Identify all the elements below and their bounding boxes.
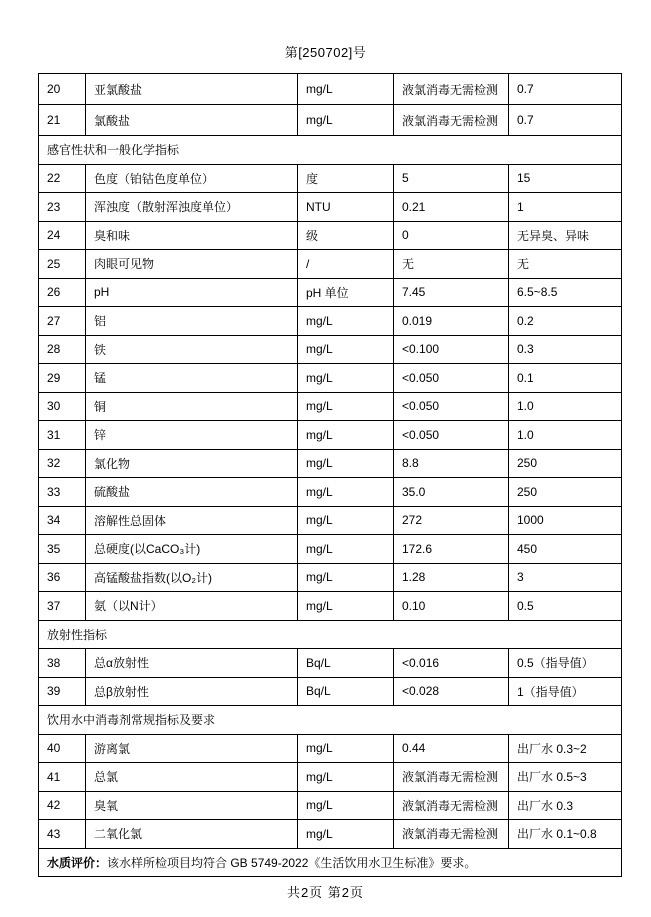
cell-name: 臭氧 — [86, 791, 298, 820]
cell-value: <0.050 — [394, 364, 509, 393]
cell-no: 41 — [39, 763, 86, 792]
cell-unit: mg/L — [298, 506, 394, 535]
document-number: 第[250702]号 — [284, 45, 367, 60]
cell-name: 亚氯酸盐 — [86, 74, 298, 105]
cell-unit: mg/L — [298, 820, 394, 849]
cell-unit: mg/L — [298, 563, 394, 592]
cell-limit: 1.0 — [509, 421, 622, 450]
table-row — [39, 74, 622, 105]
cell-value: <0.028 — [394, 677, 509, 706]
cell-no: 36 — [39, 563, 86, 592]
table-row — [39, 164, 622, 193]
cell-no: 40 — [39, 734, 86, 763]
cell-name: 总硬度(以CaCO₃计) — [86, 535, 298, 564]
cell-value: <0.016 — [394, 649, 509, 678]
cell-unit: mg/L — [298, 535, 394, 564]
cell-limit: 0.3 — [509, 335, 622, 364]
cell-name: 溶解性总固体 — [86, 506, 298, 535]
table-row — [39, 392, 622, 421]
table-row — [39, 592, 622, 621]
cell-value: 272 — [394, 506, 509, 535]
cell-no: 43 — [39, 820, 86, 849]
cell-no: 37 — [39, 592, 86, 621]
table-row — [39, 506, 622, 535]
cell-value: 35.0 — [394, 478, 509, 507]
evaluation-label: 水质评价： — [47, 855, 108, 870]
cell-name: 锌 — [86, 421, 298, 450]
table-row — [39, 791, 622, 820]
cell-limit: 0.5（指导值） — [509, 649, 622, 678]
cell-limit: 出厂水 0.1~0.8 — [509, 820, 622, 849]
cell-no: 21 — [39, 105, 86, 136]
table-row — [39, 478, 622, 507]
cell-limit: 0.1 — [509, 364, 622, 393]
cell-limit: 1（指导值） — [509, 677, 622, 706]
cell-name: 铁 — [86, 335, 298, 364]
cell-limit: 出厂水 0.5~3 — [509, 763, 622, 792]
cell-limit: 3 — [509, 563, 622, 592]
cell-value: 0.019 — [394, 307, 509, 336]
cell-limit: 6.5~8.5 — [509, 278, 622, 307]
cell-value: 1.28 — [394, 563, 509, 592]
cell-value: <0.100 — [394, 335, 509, 364]
cell-value: 无 — [394, 250, 509, 279]
cell-name: 氯酸盐 — [86, 105, 298, 136]
cell-unit: mg/L — [298, 449, 394, 478]
cell-name: 氨（以N计） — [86, 592, 298, 621]
cell-no: 22 — [39, 164, 86, 193]
cell-value: 0.21 — [394, 193, 509, 222]
cell-limit: 出厂水 0.3 — [509, 791, 622, 820]
cell-name: 高锰酸盐指数(以O₂计) — [86, 563, 298, 592]
cell-unit: mg/L — [298, 421, 394, 450]
cell-value: 液氯消毒无需检测 — [394, 763, 509, 792]
cell-unit: mg/L — [298, 734, 394, 763]
table-row — [39, 335, 622, 364]
cell-name: pH — [86, 278, 298, 307]
cell-no: 32 — [39, 449, 86, 478]
page-number-footer: 共2页 第2页 — [286, 885, 365, 900]
table-row — [39, 677, 622, 706]
cell-value: 7.45 — [394, 278, 509, 307]
section-label: 放射性指标 — [39, 620, 622, 649]
cell-name: 浑浊度（散射浑浊度单位） — [86, 193, 298, 222]
table-row — [39, 364, 622, 393]
section-row — [39, 136, 622, 165]
cell-name: 硫酸盐 — [86, 478, 298, 507]
table-row — [39, 307, 622, 336]
cell-unit: mg/L — [298, 763, 394, 792]
cell-name: 氯化物 — [86, 449, 298, 478]
section-label: 饮用水中消毒剂常规指标及要求 — [39, 706, 622, 735]
cell-value: 172.6 — [394, 535, 509, 564]
cell-name: 色度（铂钴色度单位） — [86, 164, 298, 193]
evaluation-text: 该水样所检项目均符合 GB 5749-2022《生活饮用水卫生标准》要求。 — [107, 855, 477, 870]
cell-no: 29 — [39, 364, 86, 393]
cell-unit: mg/L — [298, 791, 394, 820]
water-quality-evaluation — [39, 848, 622, 877]
cell-limit: 0.2 — [509, 307, 622, 336]
cell-no: 27 — [39, 307, 86, 336]
cell-limit: 0.5 — [509, 592, 622, 621]
table-row — [39, 649, 622, 678]
section-label: 感官性状和一般化学指标 — [39, 136, 622, 165]
table-row — [39, 250, 622, 279]
cell-value: 液氯消毒无需检测 — [394, 105, 509, 136]
cell-unit: Bq/L — [298, 677, 394, 706]
cell-value: 0.44 — [394, 734, 509, 763]
cell-unit: pH 单位 — [298, 278, 394, 307]
cell-no: 24 — [39, 221, 86, 250]
cell-value: 液氯消毒无需检测 — [394, 74, 509, 105]
table-row — [39, 563, 622, 592]
cell-unit: mg/L — [298, 478, 394, 507]
cell-name: 锰 — [86, 364, 298, 393]
cell-value: 8.8 — [394, 449, 509, 478]
cell-limit: 1 — [509, 193, 622, 222]
cell-no: 42 — [39, 791, 86, 820]
table-row — [39, 535, 622, 564]
cell-unit: mg/L — [298, 335, 394, 364]
cell-no: 35 — [39, 535, 86, 564]
cell-name: 总氯 — [86, 763, 298, 792]
cell-name: 游离氯 — [86, 734, 298, 763]
cell-unit: mg/L — [298, 307, 394, 336]
cell-no: 34 — [39, 506, 86, 535]
cell-unit: 度 — [298, 164, 394, 193]
table-row — [39, 221, 622, 250]
cell-unit: mg/L — [298, 364, 394, 393]
cell-limit: 0.7 — [509, 74, 622, 105]
table-row — [39, 734, 622, 763]
cell-unit: Bq/L — [298, 649, 394, 678]
cell-unit: mg/L — [298, 592, 394, 621]
cell-limit: 无异臭、异味 — [509, 221, 622, 250]
table-row — [39, 449, 622, 478]
table-row — [39, 278, 622, 307]
cell-limit: 0.7 — [509, 105, 622, 136]
table-row — [39, 820, 622, 849]
cell-value: 液氯消毒无需检测 — [394, 820, 509, 849]
cell-value: 5 — [394, 164, 509, 193]
cell-limit: 450 — [509, 535, 622, 564]
table-row — [39, 193, 622, 222]
cell-no: 38 — [39, 649, 86, 678]
cell-unit: / — [298, 250, 394, 279]
cell-limit: 无 — [509, 250, 622, 279]
cell-name: 总α放射性 — [86, 649, 298, 678]
cell-limit: 出厂水 0.3~2 — [509, 734, 622, 763]
cell-no: 39 — [39, 677, 86, 706]
table-row — [39, 105, 622, 136]
cell-no: 28 — [39, 335, 86, 364]
cell-limit: 1.0 — [509, 392, 622, 421]
cell-unit: mg/L — [298, 392, 394, 421]
section-row — [39, 620, 622, 649]
cell-name: 二氧化氯 — [86, 820, 298, 849]
note-row — [39, 848, 622, 877]
cell-no: 23 — [39, 193, 86, 222]
cell-value: 0.10 — [394, 592, 509, 621]
cell-value: <0.050 — [394, 421, 509, 450]
cell-limit: 250 — [509, 478, 622, 507]
cell-name: 肉眼可见物 — [86, 250, 298, 279]
cell-name: 臭和味 — [86, 221, 298, 250]
cell-unit: mg/L — [298, 74, 394, 105]
cell-no: 25 — [39, 250, 86, 279]
cell-no: 30 — [39, 392, 86, 421]
water-quality-table — [38, 73, 622, 877]
cell-unit: NTU — [298, 193, 394, 222]
cell-unit: 级 — [298, 221, 394, 250]
table-body — [39, 74, 622, 849]
cell-limit: 250 — [509, 449, 622, 478]
cell-value: <0.050 — [394, 392, 509, 421]
cell-no: 26 — [39, 278, 86, 307]
cell-limit: 1000 — [509, 506, 622, 535]
table-row — [39, 421, 622, 450]
cell-name: 总β放射性 — [86, 677, 298, 706]
cell-value: 0 — [394, 221, 509, 250]
table-row — [39, 763, 622, 792]
cell-name: 铝 — [86, 307, 298, 336]
cell-name: 铜 — [86, 392, 298, 421]
cell-no: 33 — [39, 478, 86, 507]
cell-no: 20 — [39, 74, 86, 105]
cell-limit: 15 — [509, 164, 622, 193]
section-row — [39, 706, 622, 735]
cell-unit: mg/L — [298, 105, 394, 136]
cell-value: 液氯消毒无需检测 — [394, 791, 509, 820]
cell-no: 31 — [39, 421, 86, 450]
